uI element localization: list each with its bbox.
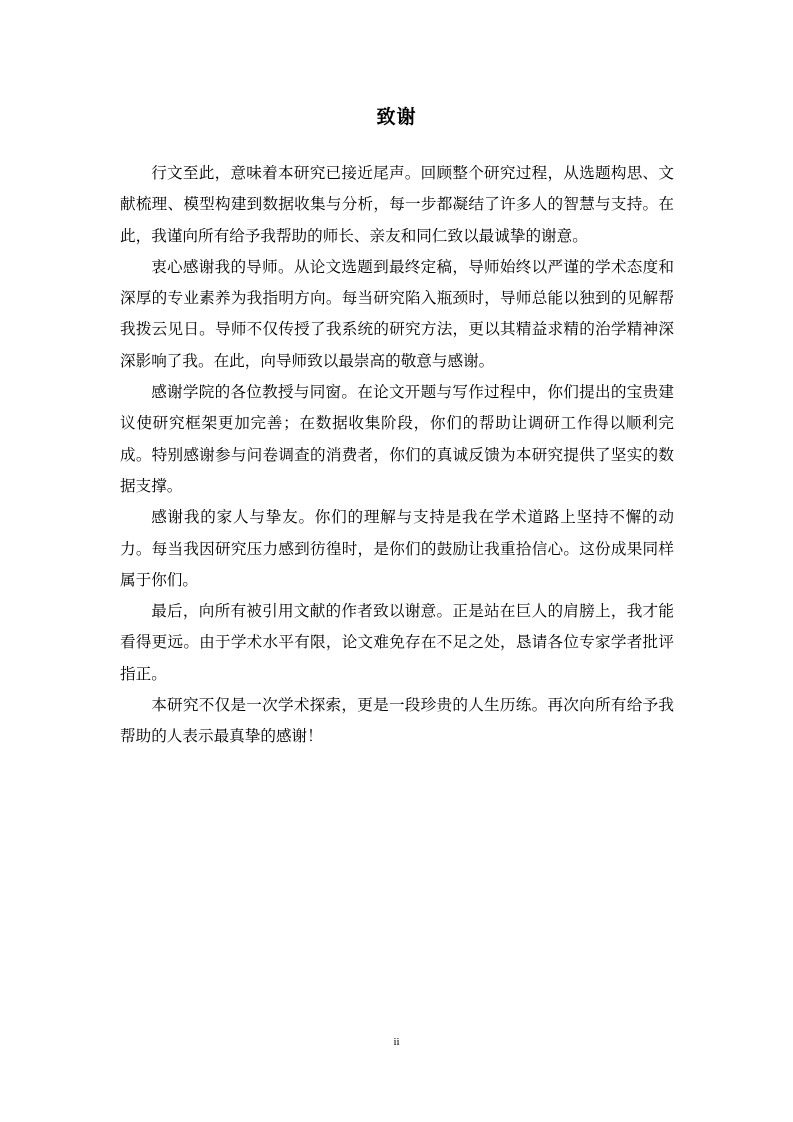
paragraph: 感谢学院的各位教授与同窗。在论文开题与写作过程中，你们提出的宝贵建议使研究框架更加完善；在数据收集阶段，你们的帮助让调研工作得以顺利完成。特别感谢参与问卷调查的消费者，你们的真诚反馈为本研究提供了坚实的数据支撑。 [120,383,674,495]
page-number: ii [393,1036,400,1048]
page-title: 致谢 [376,106,417,128]
paragraph: 最后，向所有被引用文献的作者致以谢意。正是站在巨人的肩膀上，我才能看得更远。由于学术水平有限，论文难免存在不足之处，恳请各位专家学者批评指正。 [120,602,674,683]
acknowledgement-body [120,158,674,753]
paragraph: 行文至此，意味着本研究已接近尾声。回顾整个研究过程，从选题构思、文献梳理、模型构建到数据收集与分析，每一步都凝结了许多人的智慧与支持。在此，我谨向所有给予我帮助的师长、亲友和同仁致以最诚挚的谢意。 [120,164,674,245]
paragraph: 本研究不仅是一次学术探索，更是一段珍贵的人生历练。再次向所有给予我帮助的人表示最真挚的感谢！ [120,696,674,746]
paragraph: 感谢我的家人与挚友。你们的理解与支持是我在学术道路上坚持不懈的动力。每当我因研究压力感到彷徨时，是你们的鼓励让我重拾信心。这份成果同样属于你们。 [120,508,674,589]
paragraph: 衷心感谢我的导师。从论文选题到最终定稿，导师始终以严谨的学术态度和深厚的专业素养为我指明方向。每当研究陷入瓶颈时，导师总能以独到的见解帮我拨云见日。导师不仅传授了我系统的研究方法，更以其精益求精的治学精神深深影响了我。在此，向导师致以最崇高的敬意与感谢。 [120,257,674,370]
